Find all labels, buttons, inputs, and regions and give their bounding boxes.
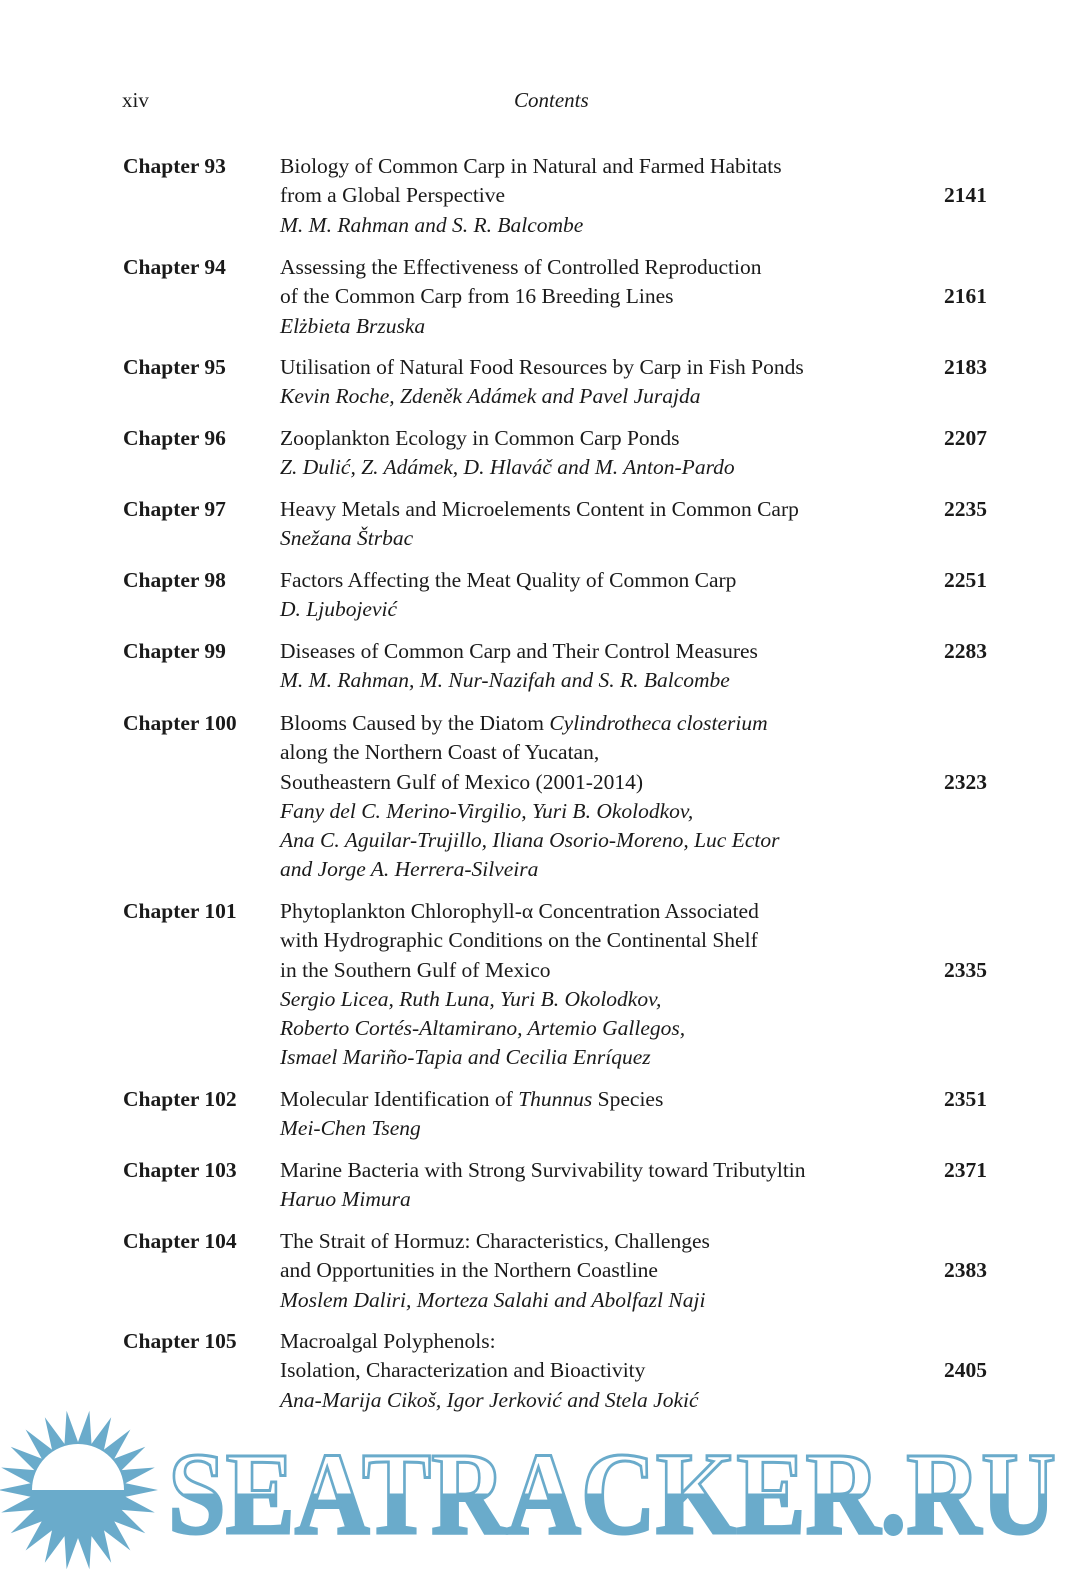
chapter-authors: Roberto Cortés-Altamirano, Artemio Gallegos, — [280, 1016, 686, 1041]
chapter-title-line — [280, 1085, 663, 1114]
title-text: Assessing the Effectiveness of Controlled Reproduction — [280, 255, 762, 279]
chapter-title-line — [280, 1227, 710, 1256]
title-text: Factors Affecting the Meat Quality of Common Carp — [280, 568, 737, 592]
title-text: Isolation, Characterization and Bioactivity — [280, 1358, 646, 1383]
chapter-title-line — [280, 738, 779, 767]
title-text: and Opportunities in the Northern Coastline — [280, 1258, 658, 1283]
chapter-title-line — [280, 1327, 699, 1356]
watermark-text: SEATRACKER.RU — [168, 1428, 1056, 1559]
page-ref: 2161 — [944, 284, 987, 309]
chapter-title-line — [280, 253, 761, 282]
chapter-label: Chapter 96 — [123, 426, 226, 450]
chapter-title-line — [280, 152, 782, 181]
chapter-title-line — [280, 353, 804, 382]
page-ref: 2251 — [944, 568, 987, 592]
title-text: Macroalgal Polyphenols: — [280, 1329, 496, 1353]
chapter-authors: Elżbieta Brzuska — [280, 313, 426, 338]
chapter-label: Chapter 101 — [123, 899, 237, 923]
chapter-authors: Z. Dulić, Z. Adámek, D. Hlaváč and M. Anton-Pardo — [280, 455, 735, 480]
title-text: Molecular Identification of — [280, 1087, 519, 1111]
watermark-logo — [0, 1405, 1080, 1575]
chapter-label: Chapter 98 — [123, 568, 226, 592]
page-ref: 2183 — [944, 355, 987, 379]
chapter-label: Chapter 97 — [123, 497, 226, 521]
title-text: Cylindrotheca closterium — [549, 711, 768, 735]
chapter-title-line — [280, 181, 782, 210]
chapter-authors: Kevin Roche, Zdeněk Adámek and Pavel Jurajda — [280, 384, 701, 409]
chapter-title-line — [280, 1256, 710, 1285]
chapter-title-line — [280, 1156, 806, 1185]
chapter-label: Chapter 105 — [123, 1329, 237, 1353]
chapter-authors: Mei-Chen Tseng — [280, 1116, 421, 1141]
page-ref: 2283 — [944, 639, 987, 663]
chapter-authors: and Jorge A. Herrera-Silveira — [280, 857, 539, 882]
title-text: Marine Bacteria with Strong Survivability toward Tributyltin — [280, 1158, 806, 1182]
chapter-authors: Ana C. Aguilar-Trujillo, Iliana Osorio-Moreno, Luc Ector — [280, 828, 780, 853]
chapter-label: Chapter 93 — [123, 154, 226, 178]
chapter-title-line — [280, 282, 761, 311]
title-text: Zooplankton Ecology in Common Carp Ponds — [280, 426, 680, 450]
chapter-authors: Snežana Štrbac — [280, 526, 414, 551]
chapter-title-line — [280, 709, 779, 738]
chapter-authors: Haruo Mimura — [280, 1187, 411, 1212]
chapter-label: Chapter 100 — [123, 711, 237, 735]
title-text: Biology of Common Carp in Natural and Farmed Habitats — [280, 154, 782, 178]
chapter-authors: Moslem Daliri, Morteza Salahi and Abolfazl Naji — [280, 1287, 706, 1312]
title-text: Diseases of Common Carp and Their Control Measures — [280, 639, 758, 663]
chapter-authors: D. Ljubojević — [280, 597, 398, 622]
running-title: Contents — [514, 88, 589, 112]
sun-icon — [0, 1411, 158, 1569]
chapter-title-line — [280, 1356, 699, 1385]
chapter-label: Chapter 104 — [123, 1229, 237, 1253]
chapter-label: Chapter 103 — [123, 1158, 237, 1182]
title-text: along the Northern Coast of Yucatan, — [280, 740, 600, 765]
page-ref: 2323 — [944, 769, 987, 794]
chapter-label: Chapter 102 — [123, 1087, 237, 1111]
title-text: Blooms Caused by the Diatom — [280, 711, 550, 735]
page-ref: 2383 — [944, 1258, 987, 1283]
chapter-label: Chapter 95 — [123, 355, 226, 379]
title-text: Phytoplankton Chlorophyll-α Concentration Associated — [280, 899, 759, 923]
chapter-title-line — [280, 956, 759, 985]
chapter-title-line — [280, 768, 779, 797]
chapter-title-line — [280, 637, 758, 666]
title-text: with Hydrographic Conditions on the Continental Shelf — [280, 928, 758, 953]
page-ref: 2405 — [944, 1358, 987, 1383]
chapter-label: Chapter 94 — [123, 255, 226, 279]
chapter-title-line — [280, 926, 759, 955]
chapter-authors: Sergio Licea, Ruth Luna, Yuri B. Okolodkov, — [280, 986, 662, 1011]
title-text: Species — [592, 1087, 664, 1111]
title-text: Southeastern Gulf of Mexico (2001-2014) — [280, 769, 644, 794]
chapter-title-line — [280, 424, 735, 453]
chapter-title-line — [280, 897, 759, 926]
page-ref: 2207 — [944, 426, 987, 450]
title-text: of the Common Carp from 16 Breeding Lines — [280, 284, 674, 309]
title-text: Heavy Metals and Microelements Content in Common Carp — [280, 497, 799, 521]
chapter-authors: M. M. Rahman, M. Nur-Nazifah and S. R. Balcombe — [280, 668, 730, 693]
page-ref: 2371 — [944, 1158, 987, 1182]
chapter-authors: Ismael Mariño-Tapia and Cecilia Enríquez — [280, 1045, 651, 1070]
title-text: from a Global Perspective — [280, 183, 506, 208]
page-ref: 2335 — [944, 957, 987, 982]
chapter-title-line — [280, 495, 799, 524]
chapter-authors: Fany del C. Merino-Virgilio, Yuri B. Okolodkov, — [280, 798, 694, 823]
title-text: in the Southern Gulf of Mexico — [280, 957, 551, 982]
chapter-title-line — [280, 566, 736, 595]
chapter-label: Chapter 99 — [123, 639, 226, 663]
page-ref: 2351 — [944, 1087, 987, 1111]
title-text: Utilisation of Natural Food Resources by Carp in Fish Ponds — [280, 355, 804, 379]
page-number: xiv — [122, 88, 149, 112]
title-text: The Strait of Hormuz: Characteristics, Challenges — [280, 1229, 710, 1253]
page-ref: 2141 — [944, 183, 987, 208]
chapter-authors: Ana-Marija Cikoš, Igor Jerković and Stela Jokić — [280, 1387, 699, 1412]
title-text: Thunnus — [518, 1087, 593, 1111]
chapter-authors: M. M. Rahman and S. R. Balcombe — [280, 212, 584, 237]
page-ref: 2235 — [944, 497, 987, 521]
